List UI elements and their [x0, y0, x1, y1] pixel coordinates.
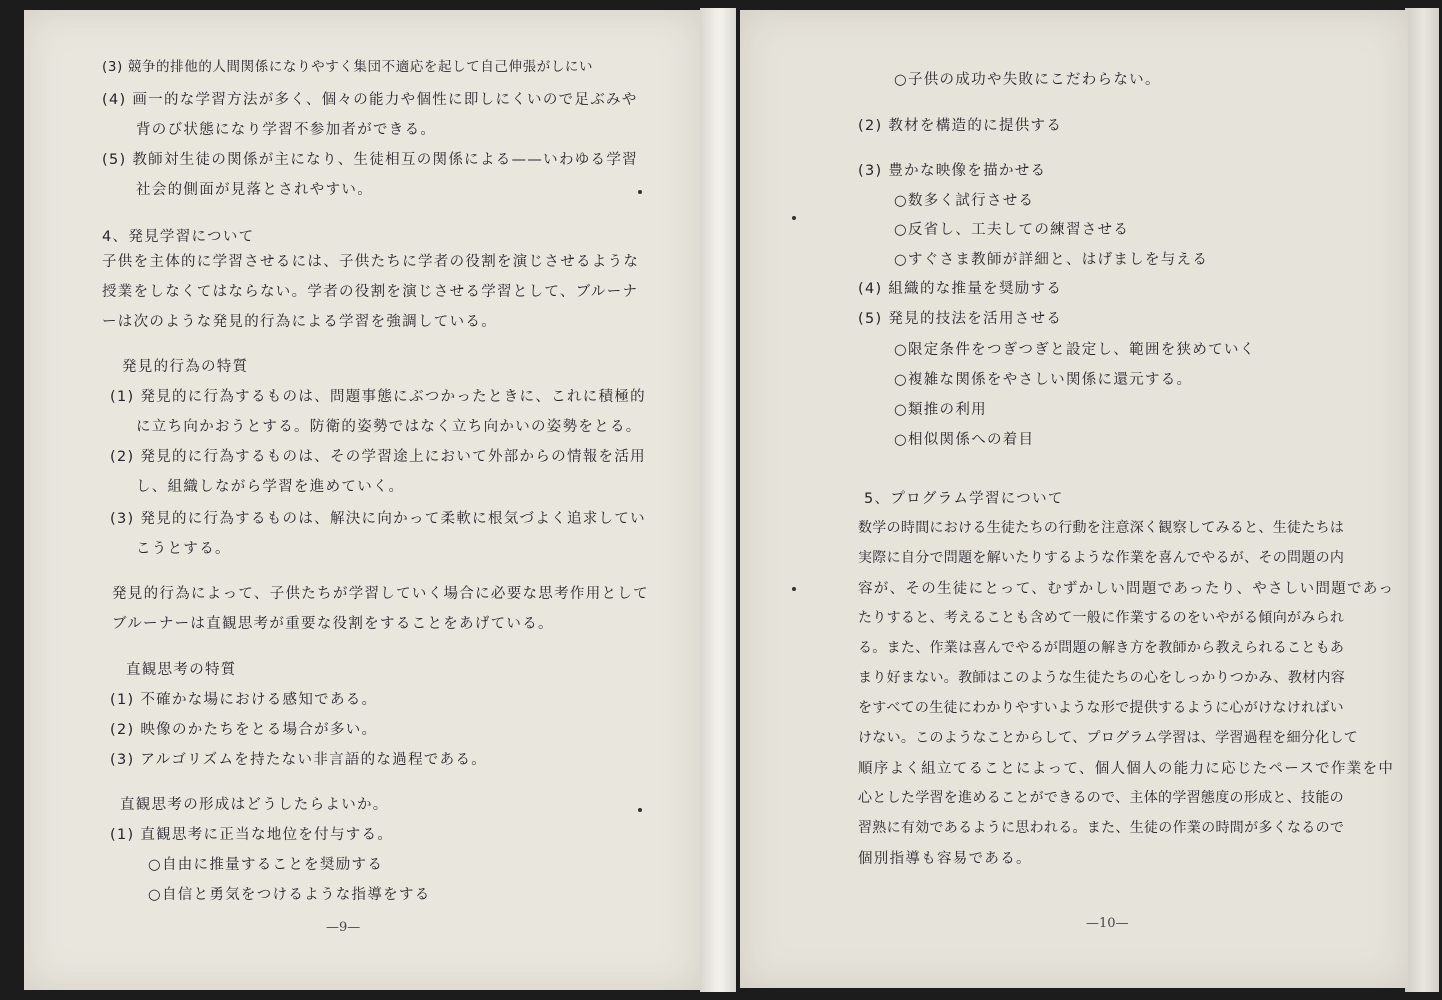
text-line: (4) 画一的な学習方法が多く、個々の能力や個性に即しにくいので足ぶみや: [102, 92, 638, 108]
text-line: 個別指導も容易である。: [858, 851, 1032, 867]
text-line: (1) 不確かな場における感知である。: [110, 692, 378, 708]
text-line: (3) 発見的に行為するものは、解決に向かって柔軟に根気づよく追求してい: [110, 511, 646, 527]
list-item: ○複雑な関係をやさしい関係に還元する。: [894, 372, 1193, 388]
list-item: ○自信と勇気をつけるような指導をする: [148, 887, 431, 903]
text-line: (2) 発見的に行為するものは、その学習途上において外部からの情報を活用: [110, 449, 646, 465]
text-line: 授業をしなくてはならない。学者の役割を演じさせる学習として、ブルーナ: [102, 284, 639, 300]
text-line: 容が、その生徒にとって、むずかしい問題であったり、やさしい問題であっ: [858, 581, 1395, 597]
text-line: (1) 直観思考に正当な地位を付与する。: [110, 827, 394, 843]
text-line: 社会的側面が見落とされやすい。: [136, 182, 373, 198]
list-item: ○自由に推量することを奨励する: [148, 857, 384, 873]
text-line: こうとする。: [136, 541, 231, 557]
section-heading: 5、プログラム学習について: [864, 491, 1064, 507]
text-line: 心とした学習を進めることができるので、主体的学習態度の形成と、技能の: [858, 790, 1344, 806]
punch-mark: [638, 190, 642, 194]
list-item: ○すぐさま教師が詳細と、はげましを与える: [894, 252, 1209, 268]
text-line: に立ち向かおうとする。防衛的姿勢ではなく立ち向かいの姿勢をとる。: [136, 419, 642, 435]
text-line: ブルーナーは直観思考が重要な役割をすることをあげている。: [112, 616, 554, 632]
text-line: (5) 教師対生徒の関係が主になり、生徒相互の関係による——いわゆる学習: [102, 152, 638, 168]
subheading: 発見的行為の特質: [122, 359, 249, 375]
list-item: ○数多く試行させる: [894, 193, 1035, 209]
text-line: 子供を主体的に学習させるには、子供たちに学者の役割を演じさせるような: [102, 254, 640, 270]
page-number: —9—: [326, 920, 361, 935]
cover-edge: [1405, 8, 1439, 992]
right-page: [740, 10, 1408, 988]
text-line: けない。このようなことからして、プログラム学習は、学習過程を細分化して: [858, 730, 1359, 746]
text-line: る。また、作業は喜んでやるが問題の解き方を教師から教えられることもあ: [858, 640, 1345, 656]
text-line: ーは次のような発見的行為による学習を強調している。: [102, 314, 497, 330]
text-line: 習熟に有効であるように思われる。また、生徒の作業の時間が多くなるので: [858, 820, 1345, 836]
text-line: 数学の時間における生徒たちの行動を注意深く観察してみると、生徒たちは: [858, 520, 1345, 536]
text-line: たりすると、考えることも含めて一般に作業するのをいやがる傾向がみられ: [858, 610, 1345, 626]
list-item: ○相似関係への着目: [894, 432, 1035, 448]
text-line: し、組織しながら学習を進めていく。: [136, 479, 405, 495]
text-line: 順序よく組立てることによって、個人個人の能力に応じたペースで作業を中: [858, 761, 1395, 777]
punch-mark: [792, 216, 796, 220]
text-line: (3) 豊かな映像を描かせる: [858, 163, 1047, 179]
text-line: 背のび状態になり学習不参加者ができる。: [136, 122, 437, 138]
text-line: (1) 発見的に行為するものは、問題事態にぶつかったときに、これに積極的: [110, 389, 646, 405]
text-line: 実際に自分で問題を解いたりするような作業を喜んでやるが、その問題の内: [858, 550, 1345, 566]
list-item: ○反省し、工夫しての練習させる: [894, 222, 1130, 238]
text-line: (3) 競争的排他的人間関係になりやすく集団不適応を起して自己伸張がしにい: [102, 59, 594, 75]
punch-mark: [792, 587, 796, 591]
text-line: (3) アルゴリズムを持たない非言語的な過程である。: [110, 752, 488, 768]
text-line: (2) 映像のかたちをとる場合が多い。: [110, 722, 378, 738]
binding-board: [700, 8, 736, 992]
text-line: をすべての生徒にわかりやすいような形で提供するように心がけなければい: [858, 700, 1344, 716]
list-item: ○類推の利用: [894, 402, 987, 418]
page-number: —10—: [1086, 916, 1129, 931]
text-line: (5) 発見的技法を活用させる: [858, 311, 1063, 327]
list-item: ○限定条件をつぎつぎと設定し、範囲を狭めていく: [894, 342, 1256, 358]
text-line: (2) 教材を構造的に提供する: [858, 118, 1063, 134]
punch-mark: [638, 808, 642, 812]
left-page: [24, 10, 700, 990]
subheading: 直観思考の形成はどうしたらよいか。: [120, 797, 389, 813]
list-item: ○子供の成功や失敗にこだわらない。: [894, 72, 1161, 88]
subheading: 直観思考の特質: [126, 662, 237, 678]
section-heading: 4、発見学習について: [102, 229, 255, 245]
text-line: (4) 組織的な推量を奨励する: [858, 281, 1063, 297]
text-line: まり好まない。教師はこのような生徒たちの心をしっかりつかみ、教材内容: [858, 670, 1346, 686]
text-line: 発見的行為によって、子供たちが学習していく場合に必要な思考作用として: [112, 586, 649, 602]
